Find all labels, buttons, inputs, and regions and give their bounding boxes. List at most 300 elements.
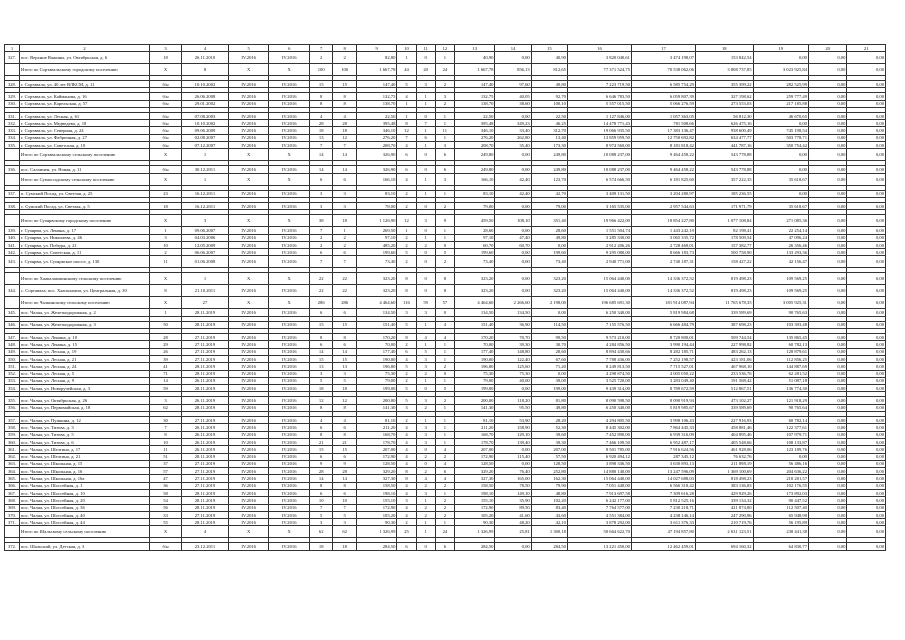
column-number-cell: 21 — [847, 45, 886, 52]
table-cell: 1 300,18 — [531, 526, 567, 538]
table-cell: 10.10.2002 — [182, 120, 229, 127]
table-cell — [5, 64, 20, 76]
table-cell: 211 898,19 — [695, 460, 753, 467]
table-cell: 15 — [309, 81, 332, 88]
table-cell: 323,20 — [531, 285, 567, 297]
table-cell: X — [269, 273, 310, 285]
table-cell: 28 — [309, 468, 332, 475]
table-cell: 341. — [5, 241, 20, 248]
table-cell: 0,00 — [847, 215, 886, 227]
table-cell: 2 — [333, 234, 356, 241]
table-cell: 365. — [5, 475, 20, 482]
table-cell: 79,00 — [531, 202, 567, 209]
table-cell: IV.2016 — [228, 363, 269, 370]
table-cell: 09.06.2007 — [182, 227, 229, 234]
table-cell — [5, 297, 20, 309]
table-cell: IV.2016 — [228, 166, 269, 173]
table-cell: IV.2016 — [269, 460, 310, 467]
table-cell: 3 630 893,13 — [631, 460, 695, 467]
table-cell: 108,10 — [495, 215, 531, 227]
table-cell: 28.11.2019 — [182, 363, 229, 370]
table-cell: IV.2016 — [269, 424, 310, 431]
table-cell: 71,20 — [531, 363, 567, 370]
table-cell: 370. — [5, 511, 20, 518]
table-cell: 485,20 — [356, 241, 397, 248]
table-cell: 327 198,62 — [695, 93, 753, 100]
table-cell: 4 — [397, 424, 416, 431]
address-cell: пос. Чална, ул. Школьная, д. 16а — [19, 475, 149, 482]
table-cell: 8 666 183,73 — [631, 249, 695, 256]
table-row — [5, 482, 886, 489]
address-cell: с. Сортавала, пос. Хаапалампи, ул. Центральная, д. 30 — [19, 285, 149, 297]
table-cell: 2 — [397, 241, 416, 248]
table-cell: X — [228, 64, 269, 76]
table-cell: X — [228, 297, 269, 309]
table-cell: 11 — [150, 256, 182, 268]
address-cell: Итого по Чалнинскому сельскому поселению — [19, 297, 149, 309]
table-cell: 26.06.2008 — [182, 93, 229, 100]
table-cell: 350. — [5, 355, 20, 362]
table-cell: 8 789 672,59 — [631, 385, 695, 392]
table-cell: 11 — [435, 127, 454, 134]
table-cell: 4 — [416, 334, 435, 341]
table-cell: 0,00 — [495, 249, 531, 256]
table-cell: IV.2016 — [228, 385, 269, 392]
table-cell: 196 685 691,30 — [567, 297, 631, 309]
table-cell: 42,10 — [531, 519, 567, 526]
table-cell: 4 — [182, 526, 229, 538]
column-number-cell: 14 — [495, 45, 531, 52]
table-cell: 6 250 340,00 — [567, 309, 631, 316]
table-cell: IV.2016 — [269, 482, 310, 489]
table-cell: 49,80 — [531, 234, 567, 241]
table-cell: 812,65 — [531, 64, 567, 76]
table-cell: 3 — [309, 190, 332, 197]
table-cell: IV.2016 — [228, 112, 269, 119]
table-cell: 3 — [309, 519, 332, 526]
table-cell: 170,20 — [356, 334, 397, 341]
table-cell: 162,30 — [531, 475, 567, 482]
address-cell: пос. Чална, ул. Шоссейная, д. 44 — [19, 519, 149, 526]
table-cell: 78,50 — [495, 482, 531, 489]
table-cell: 0,00 — [808, 460, 846, 467]
table-cell: 2 728 469,01 — [631, 241, 695, 248]
table-cell: IV.2016 — [269, 249, 310, 256]
table-cell: IV.2016 — [228, 404, 269, 411]
table-cell: 0,00 — [495, 227, 531, 234]
table-cell: 70,70 — [495, 334, 531, 341]
table-cell: 8 — [333, 334, 356, 341]
table-cell: 12 — [333, 397, 356, 404]
table-cell: IV.2016 — [228, 431, 269, 438]
table-cell: 1 126,90 — [356, 215, 397, 227]
table-cell: 512 867,51 — [695, 385, 753, 392]
table-cell: 14 — [150, 377, 182, 384]
table-cell: 22 254,14 — [753, 227, 808, 234]
table-cell: 0,00 — [847, 273, 886, 285]
table-cell: 7 913 697,58 — [567, 489, 631, 496]
table-cell: 181 914 087,94 — [631, 297, 695, 309]
table-cell: 35,90 — [495, 497, 531, 504]
table-cell: IV.2016 — [269, 475, 310, 482]
address-cell: пос. Верхние Важины, ул. Октябрьская, д. 6 — [19, 52, 149, 64]
table-cell: 65 948,90 — [753, 511, 808, 518]
address-cell: Итого по Суоярвскому городскому поселению — [19, 215, 149, 227]
table-cell: 47 — [150, 475, 182, 482]
table-cell: 0,00 — [808, 397, 846, 404]
table-cell: 105,20 — [356, 511, 397, 518]
table-cell: X — [228, 526, 269, 538]
table-cell: 0,00 — [808, 511, 846, 518]
table-cell: 13 221 450,00 — [567, 543, 631, 550]
table-cell: 3 — [182, 215, 229, 227]
table-cell: 4 — [397, 453, 416, 460]
table-cell: 284,50 — [531, 543, 567, 550]
table-cell: 7 — [309, 504, 332, 511]
table-cell: 14 880 140,00 — [567, 468, 631, 475]
table-cell: 134,50 — [356, 309, 397, 316]
table-cell: 139,40 — [495, 438, 531, 445]
table-cell: 461 928,06 — [695, 446, 753, 453]
table-cell: 3 — [397, 497, 416, 504]
table-cell: 16.12.2011 — [182, 202, 229, 209]
table-cell: 62 — [309, 526, 332, 538]
table-cell: 07.08.2003 — [182, 112, 229, 119]
table-cell: IV.2016 — [228, 543, 269, 550]
column-number-cell: 20 — [808, 45, 846, 52]
table-cell: 3 611 376,33 — [631, 519, 695, 526]
table-cell: IV.2016 — [228, 285, 269, 297]
table-cell: X — [150, 215, 182, 227]
table-cell: 2 — [333, 241, 356, 248]
table-cell: 208,70 — [454, 142, 495, 149]
table-cell: 312,70 — [531, 127, 567, 134]
table-cell: 27.11.2019 — [182, 468, 229, 475]
table-cell: 90,30 — [454, 519, 495, 526]
table-cell: 1 — [435, 112, 454, 119]
table-cell: IV.2016 — [228, 460, 269, 467]
address-cell: г. Сортавала, ул. Советская, д. 10 — [19, 142, 149, 149]
table-cell: 14 336 372,52 — [631, 273, 695, 285]
table-cell: 238 441,38 — [753, 526, 808, 538]
table-cell: 76,40 — [495, 468, 531, 475]
table-cell: 141,30 — [454, 404, 495, 411]
table-cell: 9 439 314,00 — [567, 385, 631, 392]
table-cell: 271 085,36 — [753, 215, 808, 227]
table-cell: 0,00 — [847, 309, 886, 316]
table-cell: 0 — [416, 256, 435, 268]
table-cell: 0,00 — [847, 497, 886, 504]
table-cell: 0,00 — [847, 249, 886, 256]
table-cell: 16.12.2011 — [182, 190, 229, 197]
table-cell: 3 — [416, 355, 435, 362]
table-row — [5, 543, 886, 550]
address-cell: пос. Чална, ул. Ленина, д. 15 — [19, 341, 149, 348]
table-cell: 0 — [416, 202, 435, 209]
table-cell: 7 051 440,00 — [567, 482, 631, 489]
table-cell: 90 765,64 — [753, 404, 808, 411]
table-cell: 177,40 — [356, 348, 397, 355]
table-cell: 1 — [416, 341, 435, 348]
table-cell: 8 — [333, 482, 356, 489]
table-cell: 0,00 — [495, 52, 531, 64]
table-cell: 199,00 — [531, 385, 567, 392]
table-cell: 282 525,99 — [753, 81, 808, 88]
table-cell: 14 027 688,03 — [631, 475, 695, 482]
address-cell: пос. Чална, ул. Железнодорожная, д. 3 — [19, 321, 149, 328]
table-cell: 336. — [5, 166, 20, 173]
table-cell: IV.2016 — [228, 397, 269, 404]
table-cell: IV.2016 — [228, 334, 269, 341]
table-cell: 8 720 800,01 — [631, 334, 695, 341]
table-cell: 28.11.2019 — [182, 489, 229, 496]
table-cell: IV.2016 — [228, 127, 269, 134]
address-cell: пос. Чална, ул. Шоссейная, д. 1 — [19, 482, 149, 489]
table-cell: IV.2016 — [269, 504, 310, 511]
table-cell: 10 — [309, 497, 332, 504]
table-cell: 745 198,54 — [753, 127, 808, 134]
table-cell: 3 — [397, 309, 416, 316]
table-cell: 0,00 — [808, 190, 846, 197]
table-cell: 26 — [150, 348, 182, 355]
table-cell: IV.2016 — [269, 134, 310, 141]
table-cell: 4 — [397, 355, 416, 362]
table-cell: 36 — [150, 482, 182, 489]
table-cell: 27.11.2019 — [182, 341, 229, 348]
table-cell: 22 — [333, 285, 356, 297]
table-row — [5, 334, 886, 341]
table-cell: 3 — [150, 234, 182, 241]
table-cell: X — [228, 149, 269, 161]
table-cell: 59 — [416, 297, 435, 309]
table-cell: IV.2016 — [269, 256, 310, 268]
table-cell: 0 — [416, 385, 435, 392]
table-cell: 2 — [416, 468, 435, 475]
table-cell: 158,90 — [495, 424, 531, 431]
table-cell: 10 — [150, 241, 182, 248]
table-cell: 4 — [435, 446, 454, 453]
table-cell: 47 194 857,80 — [631, 526, 695, 538]
table-cell: 2 631 123,51 — [695, 526, 753, 538]
table-cell: IV.2016 — [269, 417, 310, 424]
table-cell: 356. — [5, 404, 20, 411]
table-cell: 26.11.2019 — [182, 397, 229, 404]
table-cell: 1 — [182, 173, 229, 185]
table-cell: б/н — [150, 142, 182, 149]
table-cell: 26.11.2019 — [182, 446, 229, 453]
table-cell: 12.05.2009 — [182, 241, 229, 248]
table-cell: 199,60 — [454, 249, 495, 256]
table-cell: 1 — [397, 227, 416, 234]
table-cell: 0,00 — [808, 112, 846, 119]
table-cell: 0,00 — [808, 438, 846, 445]
table-cell: 1 443 242,19 — [631, 227, 695, 234]
table-cell: 01.06.2008 — [182, 256, 229, 268]
table-row — [5, 81, 886, 88]
table-row — [5, 504, 886, 511]
column-number-cell: 12 — [435, 45, 454, 52]
table-cell: 7 788 436,00 — [567, 355, 631, 362]
table-cell: 14 — [309, 149, 332, 161]
table-cell: 15 — [333, 355, 356, 362]
table-cell: 0,00 — [847, 468, 886, 475]
table-cell — [5, 273, 20, 285]
table-cell: 133 293,36 — [753, 249, 808, 256]
address-cell: пос. Чална, ул. Лесная, д. 9 — [19, 377, 149, 384]
table-cell: б/н — [150, 112, 182, 119]
table-cell: 138,70 — [356, 100, 397, 107]
table-row — [5, 256, 886, 268]
table-cell: 0,00 — [808, 431, 846, 438]
table-cell: 0 — [435, 309, 454, 316]
table-cell: 62 281,52 — [753, 370, 808, 377]
address-cell: Итого по Сортавальскому сельскому поселению — [19, 149, 149, 161]
table-cell: 1 — [435, 417, 454, 424]
table-cell: 346,10 — [356, 127, 397, 134]
table-cell: 1 326,99 — [356, 526, 397, 538]
table-cell: IV.2016 — [228, 438, 269, 445]
table-cell: 97,10 — [356, 234, 397, 241]
table-cell: 15 064 440,00 — [567, 285, 631, 297]
table-cell: 3 283 049,40 — [631, 377, 695, 384]
table-cell: 1 — [333, 227, 356, 234]
table-cell: 134,50 — [454, 309, 495, 316]
table-cell: 543 778,88 — [695, 149, 753, 161]
table-cell: 8 — [333, 431, 356, 438]
table-cell: X — [150, 64, 182, 76]
table-cell: 6 — [397, 166, 416, 173]
table-cell: 351,40 — [531, 215, 567, 227]
table-cell: 8 249 813,50 — [567, 363, 631, 370]
address-cell: пос. Салоинен, ул. Новая, д. 11 — [19, 166, 149, 173]
table-cell: 350 754,42 — [753, 142, 808, 149]
address-cell: Итого по Сумпосадскому сельскому поселению — [19, 173, 149, 185]
table-cell: 0,00 — [847, 363, 886, 370]
table-cell: 2 — [416, 404, 435, 411]
table-cell: 0,00 — [495, 202, 531, 209]
table-cell: 3 285 330,00 — [567, 234, 631, 241]
table-cell: 0,00 — [847, 397, 886, 404]
table-cell: 15 — [309, 446, 332, 453]
table-cell: 0,00 — [847, 348, 886, 355]
table-cell: 5 — [397, 385, 416, 392]
table-cell: б/н — [150, 120, 182, 127]
table-cell: 196,80 — [356, 363, 397, 370]
table-cell: 353. — [5, 377, 20, 384]
address-cell: пос. Чална, ул. Октябрьская, д. 26 — [19, 397, 149, 404]
table-cell: 4 — [397, 431, 416, 438]
table-cell: 8 — [333, 93, 356, 100]
table-cell: IV.2016 — [228, 120, 269, 127]
table-cell: 1 — [416, 93, 435, 100]
table-cell: 0 — [416, 543, 435, 550]
table-cell: 856,13 — [495, 64, 531, 76]
address-cell: пос. Чална, ул. Школьная, д. 15 — [19, 460, 149, 467]
table-cell: 1 — [435, 519, 454, 526]
table-cell: IV.2016 — [269, 309, 310, 316]
table-cell: 37 — [150, 460, 182, 467]
table-cell: 2 — [397, 377, 416, 384]
column-number-cell: 4 — [182, 45, 229, 52]
table-cell: 23.12.2011 — [182, 543, 229, 550]
table-cell: 2 — [309, 241, 332, 248]
table-cell: 217 185,88 — [753, 100, 808, 107]
table-row — [5, 134, 886, 141]
table-cell: 0,00 — [847, 334, 886, 341]
table-cell: 421 874,80 — [695, 504, 753, 511]
address-cell: пос. Чална, ул. Шоссейная, д. 10 — [19, 489, 149, 496]
table-cell: 329,20 — [454, 468, 495, 475]
table-cell: б/н — [150, 543, 182, 550]
table-cell: 334. — [5, 134, 20, 141]
table-cell: 8 — [397, 285, 416, 297]
table-cell: IV.2016 — [269, 334, 310, 341]
table-cell: X — [150, 273, 182, 285]
table-cell: 8 501 785,00 — [567, 446, 631, 453]
table-cell: 0,00 — [847, 321, 886, 328]
table-cell: 172,90 — [454, 453, 495, 460]
address-cell: пос. Чална, ул. Новоручейская, д. 3 — [19, 385, 149, 392]
table-cell: 27.11.2019 — [182, 334, 229, 341]
table-cell: 40,90 — [531, 52, 567, 64]
table-cell: 30.12.2011 — [182, 166, 229, 173]
table-cell: IV.2016 — [269, 468, 310, 475]
table-cell: 357 222,35 — [695, 173, 753, 185]
table-cell: 276,20 — [454, 134, 495, 141]
table-cell: 7 — [309, 227, 332, 234]
table-cell: 6 — [333, 341, 356, 348]
table-cell: 1 — [435, 348, 454, 355]
table-cell: 2 — [435, 256, 454, 268]
table-row — [5, 93, 886, 100]
table-cell: 6 920 494,12 — [567, 453, 631, 460]
column-number-cell: 19 — [753, 45, 808, 52]
table-cell: 0,00 — [847, 355, 886, 362]
address-cell: пос. Чална, ул. Титова, д. 6 — [19, 438, 149, 445]
table-cell: 58 — [150, 489, 182, 496]
table-cell: 8 090 919,94 — [631, 397, 695, 404]
table-cell: 18 — [309, 127, 332, 134]
table-cell: 28,60 — [531, 227, 567, 234]
table-cell: 0,00 — [495, 385, 531, 392]
table-row — [5, 453, 886, 460]
table-cell: 0,00 — [808, 93, 846, 100]
table-cell: 0,00 — [847, 475, 886, 482]
table-cell: 2 — [435, 497, 454, 504]
table-cell: 2 — [435, 363, 454, 370]
table-cell: IV.2016 — [228, 227, 269, 234]
table-cell: 41,60 — [495, 511, 531, 518]
table-cell: 1 — [416, 173, 435, 185]
table-cell: 14 — [333, 166, 356, 173]
table-cell: 166,10 — [454, 173, 495, 185]
table-cell: X — [150, 526, 182, 538]
table-cell: 26.11.2019 — [182, 377, 229, 384]
table-cell: 7 764 577,00 — [567, 504, 631, 511]
table-cell: IV.2016 — [269, 355, 310, 362]
table-cell: 7 — [309, 256, 332, 268]
table-cell: 339 589,69 — [695, 404, 753, 411]
table-cell: 15 064 440,00 — [567, 273, 631, 285]
table-cell: 6 — [397, 543, 416, 550]
table-cell: 27.11.2019 — [182, 417, 229, 424]
table-cell: 323,20 — [531, 273, 567, 285]
table-cell: 368. — [5, 497, 20, 504]
table-cell: 423 181,06 — [695, 355, 753, 362]
table-cell: 168,70 — [454, 431, 495, 438]
table-cell: 13 — [333, 363, 356, 370]
table-cell: 339 134,32 — [695, 497, 753, 504]
